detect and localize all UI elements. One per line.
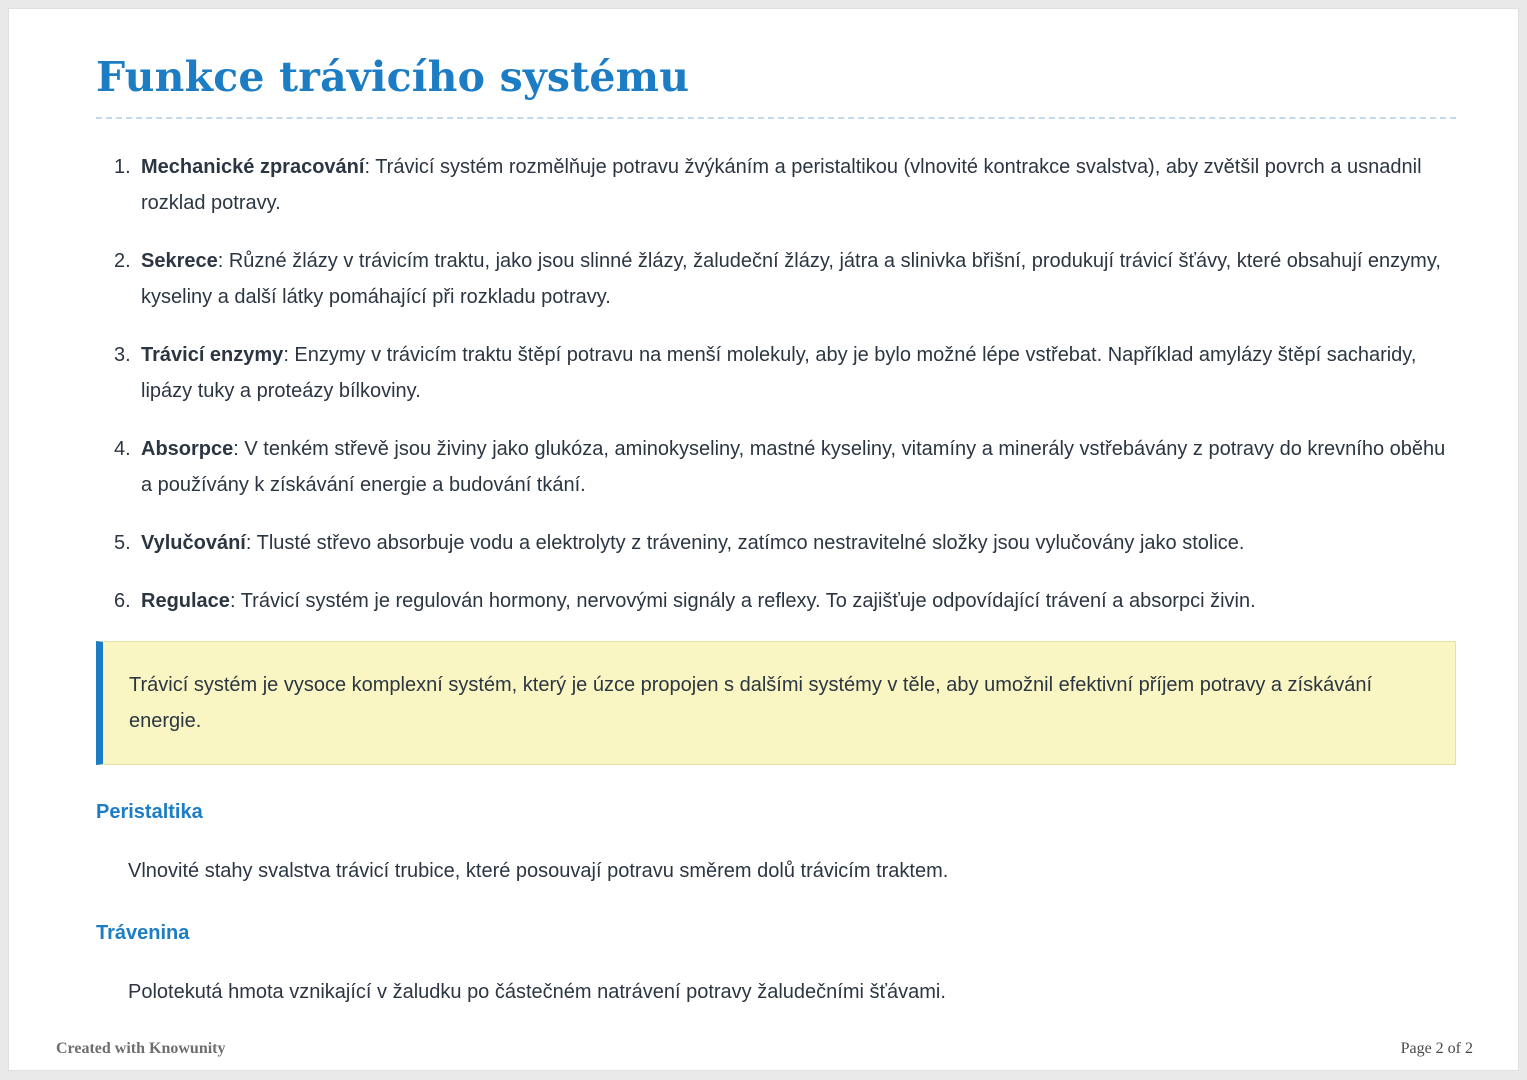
title-divider: [96, 117, 1456, 119]
document-content: [9, 9, 1518, 1007]
list-item-number: 4.: [114, 438, 131, 460]
list-item-term: Absorpce: [141, 438, 234, 460]
highlight-callout: [96, 641, 1456, 765]
section-heading-travenina: Trávenina: [96, 922, 190, 944]
list-item-number: 3.: [114, 344, 131, 366]
list-item: [114, 431, 1456, 503]
list-item-term: Vylučování: [141, 532, 246, 554]
list-item: [114, 525, 1456, 561]
list-item-rest: : Trávicí systém je regulován hormony, nervovými signály a reflexy. To zajišťuje odpovídající trávení a absorpci živin.: [229, 590, 1256, 612]
list-item-text: [141, 431, 1456, 503]
section-heading-peristaltika: Peristaltika: [96, 801, 203, 823]
list-item-text: [141, 583, 1256, 619]
footer-branding: Created with Knowunity: [56, 1040, 226, 1057]
numbered-list: [96, 149, 1456, 619]
list-item-rest: : Enzymy v trávicím traktu štěpí potravu na menší molekuly, aby je bylo možné lépe vstřebat. Například amylázy štěpí sacharidy, lipázy tuky a proteázy bílkoviny.: [141, 344, 1417, 402]
list-item: [114, 243, 1456, 315]
section-body: Polotekutá hmota vznikající v žaludku po částečném natrávení potravy žaludečními šťávami.: [128, 981, 946, 1003]
list-item-term: Sekrece: [141, 250, 218, 272]
list-item-rest: : V tenkém střevě jsou živiny jako glukóza, aminokyseliny, mastné kyseliny, vitamíny a minerály vstřebávány z potravy do krevního oběhu a používány k získávání energie a budování tkání.: [141, 438, 1446, 496]
list-item: [114, 149, 1456, 221]
list-item-rest: : Různé žlázy v trávicím traktu, jako jsou slinné žlázy, žaludeční žlázy, játra a slinivka břišní, produkují trávicí šťávy, které obsahují enzymy, kyseliny a další látky pomáhající při rozkladu potravy.: [141, 250, 1441, 308]
list-item-text: [141, 525, 1244, 561]
page-number: Page 2 of 2: [1400, 1040, 1473, 1057]
list-item-text: [141, 337, 1456, 409]
list-item-text: [141, 243, 1456, 315]
page-title: Funkce trávicího systému: [96, 53, 690, 101]
list-item-term: Mechanické zpracování: [141, 156, 365, 178]
list-item: [114, 583, 1456, 619]
list-item-number: 5.: [114, 532, 131, 554]
list-item-number: 6.: [114, 590, 131, 612]
list-item-number: 2.: [114, 250, 131, 272]
document-page: [8, 8, 1519, 1071]
list-item-term: Regulace: [141, 590, 230, 612]
list-item-text: [141, 149, 1456, 221]
list-item-term: Trávicí enzymy: [141, 344, 284, 366]
callout-text: Trávicí systém je vysoce komplexní systém, který je úzce propojen s dalšími systémy v těle, aby umožnil efektivní příjem potravy a získávání energie.: [129, 674, 1373, 732]
page-footer: [56, 1040, 1473, 1058]
list-item-rest: : Trávicí systém rozmělňuje potravu žvýkáním a peristaltikou (vlnovité kontrakce svalstva), aby zvětšil povrch a usnadnil rozklad potravy.: [141, 156, 1422, 214]
list-item-rest: : Tlusté střevo absorbuje vodu a elektrolyty z tráveniny, zatímco nestravitelné složky jsou vylučovány jako stolice.: [245, 532, 1245, 554]
list-item-number: 1.: [114, 156, 131, 178]
section-body: Vlnovité stahy svalstva trávicí trubice, které posouvají potravu směrem dolů trávicím traktem.: [128, 860, 949, 882]
list-item: [114, 337, 1456, 409]
